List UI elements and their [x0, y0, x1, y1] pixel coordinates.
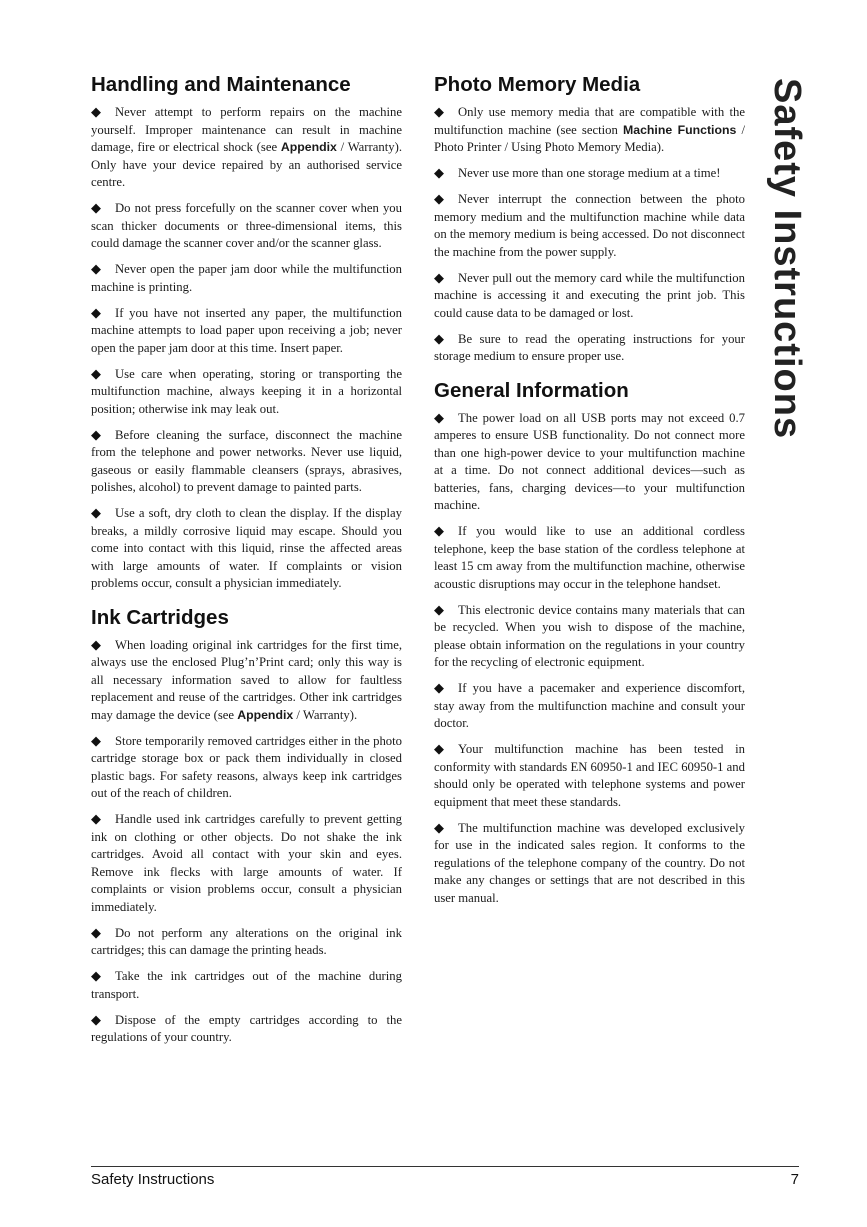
item-text: The multifunction machine was developed exclusively for use in the indicated sales region. It conforms to the regulations of the telephone company of the country. Do not make any changes or settings that are not described in this user manual.: [434, 820, 745, 905]
diamond-bullet-icon: ◆: [91, 201, 101, 216]
diamond-bullet-icon: ◆: [91, 812, 101, 827]
page-number: 7: [790, 1171, 799, 1188]
list-item: [91, 733, 402, 803]
list-item: [91, 104, 402, 192]
diamond-bullet-icon: ◆: [434, 602, 444, 618]
diamond-bullet-icon: ◆: [434, 410, 444, 426]
diamond-bullet-icon: ◆: [91, 105, 101, 120]
diamond-bullet-icon: ◆: [434, 524, 444, 539]
diamond-bullet-icon: ◆: [434, 105, 444, 120]
list-item: [434, 741, 745, 811]
diamond-bullet-icon: ◆: [434, 820, 444, 836]
diamond-bullet-icon: ◆: [91, 1012, 101, 1028]
diamond-bullet-icon: ◆: [434, 681, 444, 696]
list-item: [91, 366, 402, 419]
list-item: [91, 261, 402, 296]
list-item: [434, 602, 745, 672]
diamond-bullet-icon: ◆: [91, 427, 101, 443]
cross-reference: Machine Functions: [622, 122, 737, 137]
cross-reference: Appendix: [280, 140, 337, 154]
item-text: Never use more than one storage medium at a time!: [458, 166, 721, 180]
list-item: [434, 410, 745, 515]
section-heading: Handling and Maintenance: [91, 73, 351, 96]
diamond-bullet-icon: ◆: [91, 925, 101, 941]
item-text: Do not perform any alterations on the original ink cartridges; this can damage the printing heads.: [91, 925, 402, 957]
diamond-bullet-icon: ◆: [434, 166, 444, 181]
bullet-list: [91, 104, 402, 593]
section-handling-maintenance: [91, 72, 402, 593]
list-item: [91, 925, 402, 960]
bullet-list: [434, 410, 745, 908]
footer-chapter-label: Safety Instructions: [91, 1171, 215, 1188]
item-text: / Photo Printer / Using Photo Memory Media).: [434, 122, 745, 154]
diamond-bullet-icon: ◆: [91, 969, 101, 984]
item-text: The power load on all USB ports may not exceed 0.7 amperes to ensure USB functionality. Do not connect more than one high-power device to your multifunction machine at a time. Do not connect additional devices—such as batteries, fans, charging devices—to your multifunction machine.: [434, 410, 745, 512]
item-text: Dispose of the empty cartridges according to the regulations of your country.: [91, 1012, 402, 1044]
item-text: Only use memory media that are compatible with the multifunction machine (see section: [434, 105, 745, 137]
list-item: [91, 305, 402, 358]
section-general-information: [434, 378, 745, 908]
item-text: Be sure to read the operating instructions for your storage medium to ensure proper use.: [434, 331, 745, 363]
list-item: [434, 331, 745, 366]
list-item: [434, 104, 745, 157]
item-text: Use care when operating, storing or transporting the multifunction machine, always keeping it in a horizontal position; otherwise ink may leak out.: [91, 366, 402, 416]
list-item: [434, 270, 745, 323]
diamond-bullet-icon: ◆: [434, 270, 444, 286]
section-ink-cartridges: [91, 605, 402, 1047]
item-text: This electronic device contains many materials that can be recycled. When you wish to dispose of the machine, please obtain information on the regulations in your country for the recycling of electronic equipment.: [434, 602, 745, 669]
list-item: [91, 505, 402, 593]
list-item: [91, 427, 402, 497]
section-photo-memory-media: [434, 72, 745, 366]
diamond-bullet-icon: ◆: [434, 192, 444, 207]
left-column: [91, 68, 402, 1055]
diamond-bullet-icon: ◆: [91, 366, 101, 382]
section-heading: General Information: [434, 378, 629, 402]
item-text: When loading original ink cartridges for the first time, always use the enclosed Plug’n’Print card; only this way is all necessary information saved to allow for faultless replacement and reuse of the cartridges. Other ink cartridges may damage the device (see: [91, 637, 402, 722]
diamond-bullet-icon: ◆: [91, 305, 101, 321]
diamond-bullet-icon: ◆: [91, 637, 101, 653]
bullet-list: [434, 104, 745, 366]
list-item: [91, 811, 402, 916]
right-column: [434, 68, 745, 916]
diamond-bullet-icon: ◆: [91, 506, 101, 521]
item-text: Handle used ink cartridges carefully to prevent getting ink on clothing or other objects. Do not shake the ink cartridges. Avoid all contact with your skin and eyes. Remove ink flecks with large amounts of water. If complaints or vision problems occur, consult a physician immediately.: [91, 812, 402, 914]
bullet-list: [91, 637, 402, 1047]
item-text: Before cleaning the surface, disconnect the machine from the telephone and power networks. Never use liquid, gaseous or easily flammable cleansers (sprays, abrasives, polishes, alcohol) to prevent damage to painted parts.: [91, 427, 402, 494]
list-item: [91, 200, 402, 253]
list-item: [91, 968, 402, 1003]
list-item: [434, 680, 745, 733]
item-text: Take the ink cartridges out of the machine during transport.: [91, 969, 402, 1001]
diamond-bullet-icon: ◆: [91, 733, 101, 749]
list-item: [91, 1012, 402, 1047]
list-item: [434, 523, 745, 593]
diamond-bullet-icon: ◆: [434, 742, 444, 757]
cross-reference: Appendix: [237, 707, 294, 722]
item-text: If you would like to use an additional cordless telephone, keep the base station of the cordless telephone at least 15 cm away from the multifunction machine, otherwise acoustic disruptions may occur in the telephone handset.: [434, 524, 745, 591]
diamond-bullet-icon: ◆: [91, 262, 101, 277]
section-heading: Ink Cartridges: [91, 605, 229, 629]
item-text: Do not press forcefully on the scanner cover when you scan thicker documents or three-dimensional items, this could damage the scanner cover and/or the scanner glass.: [91, 201, 402, 250]
item-text: Store temporarily removed cartridges either in the photo cartridge storage box or pack them individually in closed plastic bags. For safety reasons, always keep ink cartridges out of the reach of children.: [91, 733, 402, 800]
list-item: [434, 191, 745, 261]
item-text: If you have a pacemaker and experience discomfort, stay away from the multifunction machine and consult your doctor.: [434, 681, 745, 730]
item-text: Never interrupt the connection between the photo memory medium and the multifunction machine while data on the memory medium is being accessed. Do not disconnect the machine from the power supply.: [434, 192, 745, 259]
side-chapter-title: Safety Instructions: [766, 78, 808, 440]
list-item: [434, 165, 745, 183]
list-item: [434, 820, 745, 908]
item-text: Your multifunction machine has been tested in conformity with standards EN 60950-1 and IEC 60950-1 and should only be operated with telephone systems and power equipment that meet these standards.: [434, 742, 745, 809]
section-heading: Photo Memory Media: [434, 73, 641, 96]
item-text: Use a soft, dry cloth to clean the display. If the display breaks, a mildly corrosive liquid may escape. Should you come into contact with this liquid, rinse the affected areas with large amounts of water. If complaints or vision problems occur, consult a physician immediately.: [91, 506, 402, 590]
diamond-bullet-icon: ◆: [434, 331, 444, 347]
item-text: If you have not inserted any paper, the multifunction machine attempts to load paper upon receiving a job; never open the paper jam door at this time. Insert paper.: [91, 305, 402, 355]
list-item: [91, 637, 402, 725]
item-text: Never attempt to perform repairs on the machine yourself. Improper maintenance can result in machine damage, fire or electrical shock (see: [91, 105, 402, 154]
item-text: Never pull out the memory card while the multifunction machine is accessing it and executing the print job. This could cause data to be damaged or lost.: [434, 270, 745, 320]
item-text: Never open the paper jam door while the multifunction machine is printing.: [91, 262, 402, 294]
item-text: / Warranty). Only have your device repaired by an authorised service centre.: [91, 140, 403, 189]
item-text: / Warranty).: [293, 707, 358, 722]
footer-divider: [91, 1166, 799, 1167]
